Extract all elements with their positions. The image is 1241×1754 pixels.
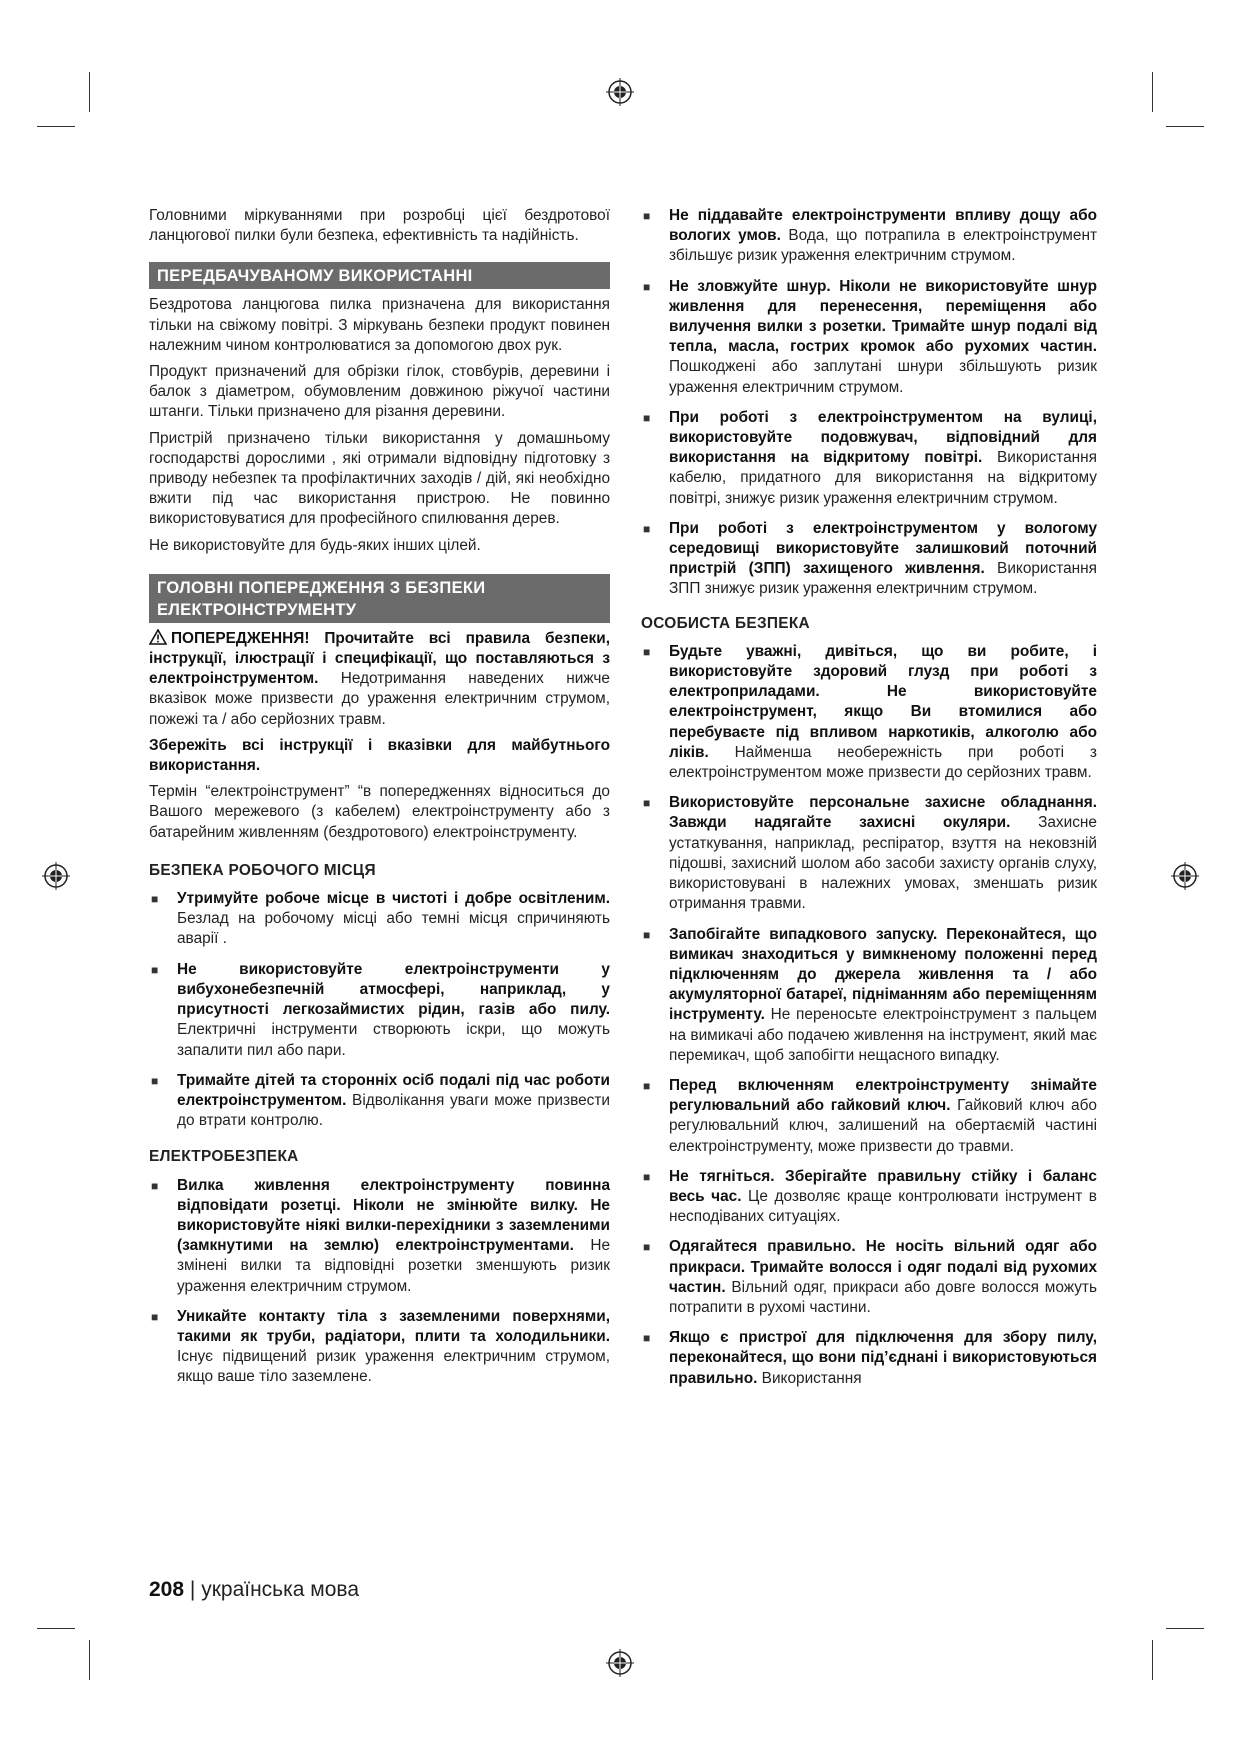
list-item — [149, 1071, 610, 1132]
right-column — [641, 206, 1097, 1399]
bullet-icon: ■ — [643, 796, 651, 811]
intended-paragraph: Пристрій призначено тільки використання у домашньому господарстві дорослими , які отримали відповідну підготовку з приводу небезпек та профілактичних заходів / дій, які необхідно вжити під час використання пристрою. Не повинно використовуватися для професійного спилювання дерев. — [149, 429, 610, 528]
item-text: Гайковий ключ або регулювальний ключ, залишений на обертаємій частині електроінструменту, може призвести до травми. — [669, 1097, 1097, 1155]
registration-mark-icon — [606, 78, 634, 106]
subsection-title-electrical: ЕЛЕКТРОБЕЗПЕКА — [149, 1148, 299, 1166]
item-bold: Одягайтеся правильно. Не носіть вільний одяг або прикраси. Тримайте волосся і одяг подалі від рухомих частин. — [669, 1238, 1097, 1296]
crop-mark — [1166, 126, 1204, 127]
left-column — [149, 206, 610, 1398]
item-text: Використання — [757, 1369, 862, 1387]
intended-paragraph: Не використовуйте для будь-яких інших цілей. — [149, 536, 481, 554]
item-bold: Уникайте контакту тіла з заземленими поверхнями, такими як труби, радіатори, плити та холодильники. — [177, 1307, 610, 1345]
item-bold: Не зловжуйте шнур. Ніколи не використовуйте шнур живлення для перенесення, переміщення або вилучення вилки з розетки. Тримайте шнур подалі від тепла, масла, гострих кромок або рухомих частин. — [669, 277, 1097, 356]
intended-paragraph: Бездротова ланцюгова пилка призначена для використання тільки на свіжому повітрі. З міркувань безпеки продукт повинен належним чином контролюватися за допомогою двох рук. — [149, 296, 610, 354]
list-item — [641, 793, 1097, 914]
list-item — [149, 1307, 610, 1388]
section-title-line: ЕЛЕКТРОІНСТРУМЕНТУ — [157, 600, 357, 619]
intended-paragraph: Продукт призначений для обрізки гілок, стовбурів, деревини і балок з діаметром, обумовленим довжиною ріжучої частини штанги. Тільки призначено для різання деревини. — [149, 363, 610, 421]
bullet-icon: ■ — [643, 1078, 651, 1093]
item-text: Вода, що потрапила в електроінструмент збільшує ризик ураження електричним струмом. — [669, 227, 1097, 265]
warning-triangle-icon — [149, 629, 167, 645]
bullet-icon: ■ — [643, 644, 651, 659]
keep-instructions-text: Збережіть всі інструкції і вказівки для майбутнього використання. — [149, 736, 610, 775]
item-text: Це дозволяє краще контролювати інструмент в несподіваних ситуаціях. — [669, 1187, 1097, 1226]
section-title-general-warnings — [149, 574, 610, 623]
keep-instructions — [149, 736, 610, 776]
list-item — [149, 960, 610, 1061]
item-bold: Вилка живлення електроінструменту повинна відповідати розетці. Ніколи не змінюйте вилку. Не використовуйте ніякі вилки-перехідники з заземленими (замкнутими на землю) електроінструментами. — [177, 1176, 610, 1255]
item-bold: Якщо є пристрої для підключення для збору пилу, переконайтеся, що вони під’єднані і використовуються правильно. — [669, 1329, 1097, 1387]
section-title-intended-use: ПЕРЕДБАЧУВАНОМУ ВИКОРИСТАННІ — [149, 262, 610, 289]
item-bold: При роботі з електроінструментом у вологому середовищі використовуйте залишковий поточний пристрій (ЗПП) захищеного живлення. — [669, 519, 1097, 578]
list-item — [641, 1076, 1097, 1157]
crop-mark — [1152, 1640, 1153, 1680]
list-item — [641, 642, 1097, 783]
item-text: Не змінені вилки та відповідні розетки зменшують ризик ураження електричним струмом. — [177, 1237, 611, 1295]
item-bold: При роботі з електроінструментом на вулиці, використовуйте подовжувач, відповідний для використання на відкритому повітрі. — [669, 408, 1097, 467]
work-area-list — [149, 889, 610, 1131]
item-bold: Використовуйте персональне захисне обладнання. Завжди надягайте захисні окуляри. — [669, 794, 1097, 832]
list-item — [641, 1237, 1097, 1318]
item-text: Захисне устаткування, наприклад, респіратор, взуття на нековзній підошві, захисний шолом або засоби захисту органів слуху, використовувані в належних умовах, зменшать ризик отримання травми. — [669, 814, 1097, 913]
list-item — [641, 1167, 1097, 1228]
personal-list — [641, 642, 1097, 1389]
list-item — [641, 277, 1097, 398]
bullet-icon: ■ — [643, 279, 651, 294]
list-item — [149, 889, 610, 950]
item-bold: Тримайте дітей та сторонніх осіб подалі під час роботи електроінструментом. — [177, 1071, 610, 1109]
electrical-list — [149, 1176, 610, 1388]
crop-mark — [37, 126, 75, 127]
bullet-icon: ■ — [151, 892, 159, 907]
item-bold: Не використовуйте електроінструменти у вибухонебезпечній атмосфері, наприклад, у присутності легкозаймистих рідин, газів або пилу. — [177, 960, 610, 1019]
list-item — [641, 206, 1097, 267]
bullet-icon: ■ — [643, 410, 651, 425]
list-item — [641, 519, 1097, 600]
bullet-icon: ■ — [643, 521, 651, 536]
crop-mark — [1166, 1628, 1204, 1629]
warning-paragraph — [149, 629, 610, 730]
crop-mark — [89, 1640, 90, 1680]
item-bold: Перед включенням електроінструменту знімайте регулювальний або гайковий ключ. — [669, 1076, 1097, 1115]
item-text: Існує підвищений ризик ураження електричним струмом, якщо ваше тіло заземлене. — [177, 1348, 610, 1386]
bullet-icon: ■ — [151, 1309, 159, 1324]
bullet-icon: ■ — [643, 1331, 651, 1346]
item-text: Пошкоджені або заплутані шнури збільшують ризик ураження електричним струмом. — [669, 358, 1097, 396]
intro-paragraph: Головними міркуваннями при розробці цієї бездротової ланцюгової пилки були безпека, ефективність та надійність. — [149, 207, 610, 245]
term-paragraph: Термін “електроінструмент” “в попередженнях відноситься до Вашого мережевого (з кабелем) електроінструменту або з батарейним живленням (бездротового) електроінструменту. — [149, 783, 610, 841]
list-item — [641, 925, 1097, 1066]
item-text: Найменша необережність при роботі з електроінструментом може призвести до серйозних травм. — [669, 743, 1097, 782]
item-text: Відволікання уваги може призвести до втрати контролю. — [177, 1091, 610, 1130]
item-text: Вільний одяг, прикраси або довге волосся можуть потрапити в рухомі частини. — [669, 1278, 1097, 1316]
item-bold: Не піддавайте електроінструменти впливу дощу або вологих умов. — [669, 207, 1097, 245]
crop-mark — [37, 1628, 75, 1629]
warning-bold-text: ПОПЕРЕДЖЕННЯ! Прочитайте всі правила безпеки, інструкції, ілюстрації і специфікації, що поставляються з електроінструментом. — [149, 629, 610, 688]
page-footer — [149, 1578, 359, 1602]
list-item — [641, 408, 1097, 509]
footer-language: українська мова — [201, 1578, 360, 1601]
bullet-icon: ■ — [643, 927, 651, 942]
registration-mark-icon — [42, 862, 70, 890]
item-text: Використання ЗПП знижує ризик ураження електричним струмом. — [669, 560, 1097, 598]
registration-mark-icon — [1171, 862, 1199, 890]
footer-separator: | — [189, 1578, 196, 1601]
bullet-icon: ■ — [643, 209, 651, 223]
section-title-line: ГОЛОВНІ ПОПЕРЕДЖЕННЯ З БЕЗПЕКИ — [157, 578, 486, 597]
item-bold: Утримуйте робоче місце в чистоті і добре освітленим. — [177, 890, 610, 908]
item-bold: Будьте уважні, дивіться, що ви робите, і використовуйте здоровий глузд при роботі з електроприладами. Не використовуйте електроінструмент, якщо Ви втомилися або перебуваєте під впливом наркотиків, алкоголю або ліків. — [669, 642, 1097, 761]
page-number: 208 — [149, 1578, 185, 1601]
subsection-title-work-area: БЕЗПЕКА РОБОЧОГО МІСЦЯ — [149, 861, 376, 879]
crop-mark — [89, 72, 90, 112]
list-item — [641, 1328, 1097, 1389]
bullet-icon: ■ — [151, 1073, 159, 1088]
item-text: Використання кабелю, придатного для використання на відкритому повітрі, знижує ризик ураження електричним струмом. — [669, 449, 1097, 507]
bullet-icon: ■ — [643, 1169, 651, 1184]
warning-text: Недотримання наведених нижче вказівок може призвести до ураження електричним струмом, пожежі та / або серйозних травм. — [149, 670, 610, 728]
item-text: Електричні інструменти створюють іскри, що можуть запалити пил або пари. — [177, 1021, 610, 1059]
bullet-icon: ■ — [151, 962, 159, 977]
bullet-icon: ■ — [643, 1240, 651, 1255]
registration-mark-icon — [606, 1649, 634, 1677]
subsection-title-personal: ОСОБИСТА БЕЗПЕКА — [641, 614, 810, 632]
crop-mark — [1152, 72, 1153, 112]
list-item — [149, 1176, 610, 1297]
bullet-icon: ■ — [151, 1178, 159, 1193]
item-bold: Не тягніться. Зберігайте правильну стійку і баланс весь час. — [669, 1167, 1097, 1205]
item-text: Не переносьте електроінструмент з пальцем на вимикачі або подачею живлення на інструмент, який має перемикач, щоб запобігти нещасного випадку. — [669, 1006, 1097, 1064]
item-text: Безлад на робочому місці або темні місця спричиняють аварії . — [177, 910, 610, 948]
item-bold: Запобігайте випадкового запуску. Переконайтеся, що вимикач знаходиться у вимкненому положенні перед підключенням до джерела живлення та / або акумуляторної батареї, підніманням або переміщенням інструменту. — [669, 925, 1097, 1024]
electrical-list-continued — [641, 206, 1097, 600]
